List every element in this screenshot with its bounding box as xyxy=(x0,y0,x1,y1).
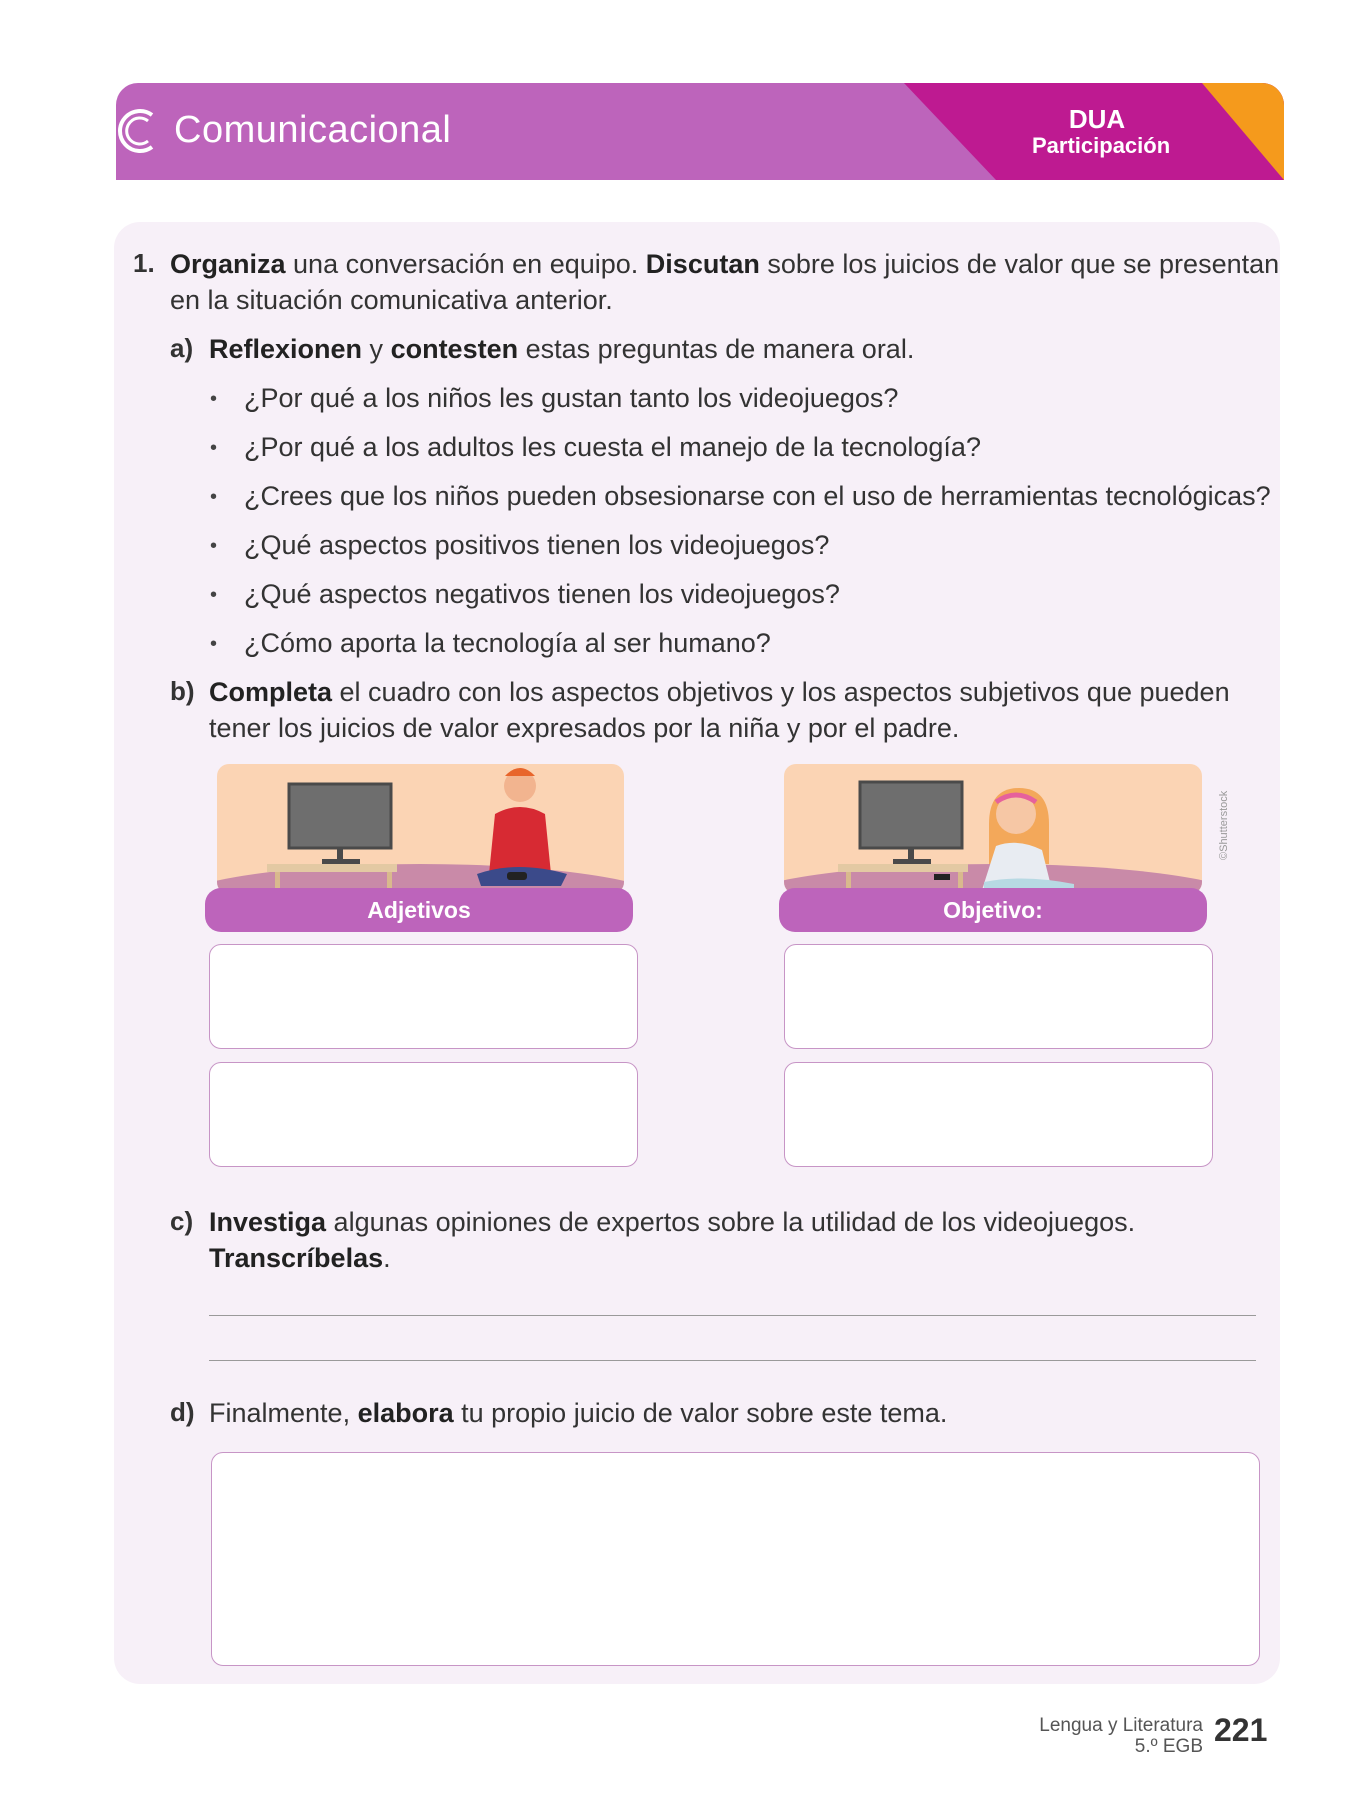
verb-completa: Completa xyxy=(209,677,333,707)
item-d-label: d) xyxy=(170,1397,195,1427)
verb-investiga: Investiga xyxy=(209,1207,327,1237)
bullet-icon: • xyxy=(210,535,218,557)
footer-grade: 5.º EGB xyxy=(1134,1736,1203,1757)
left-answer-box-2[interactable] xyxy=(209,1062,638,1167)
c-text2: . xyxy=(383,1243,391,1273)
a-text2: estas preguntas de manera oral. xyxy=(518,334,915,364)
item-a-instruction xyxy=(209,331,914,367)
activity-number: 1. xyxy=(133,248,155,278)
item-b-label: b) xyxy=(170,676,195,706)
left-column-tag: Adjetivos xyxy=(205,888,633,932)
verb-elabora: elabora xyxy=(357,1398,454,1428)
section-banner xyxy=(116,83,1284,180)
right-column-tag: Objetivo: xyxy=(779,888,1207,932)
bullet-icon: • xyxy=(210,388,218,410)
left-answer-box-1[interactable] xyxy=(209,944,638,1049)
activity-intro-line1 xyxy=(170,246,1279,282)
question-item: ¿Crees que los niños pueden obsesionarse con el uso de herramientas tecnológicas? xyxy=(244,481,1271,511)
item-a-label: a) xyxy=(170,333,194,363)
verb-contesten: contesten xyxy=(390,334,519,364)
dua-label xyxy=(1032,104,1171,159)
page-number: 221 xyxy=(1214,1712,1268,1748)
a-text1: y xyxy=(362,334,391,364)
intro-text2: sobre los juicios de valor que se presentan xyxy=(759,249,1280,279)
c-text1: algunas opiniones de expertos sobre la utilidad de los videojuegos. xyxy=(326,1207,1136,1237)
writing-line-2[interactable] xyxy=(209,1360,1256,1361)
question-item: ¿Qué aspectos negativos tienen los videojuegos? xyxy=(244,579,840,609)
item-d-instruction xyxy=(209,1395,947,1431)
question-item: ¿Por qué a los niños les gustan tanto los videojuegos? xyxy=(244,383,899,413)
verb-discutan: Discutan xyxy=(645,249,760,279)
bullet-icon: • xyxy=(210,486,218,508)
activity-intro-line2: en la situación comunicativa anterior. xyxy=(170,285,613,315)
section-title: Comunicacional xyxy=(174,109,452,151)
right-answer-box-2[interactable] xyxy=(784,1062,1213,1167)
comunicacional-logo-icon xyxy=(118,105,158,157)
opinion-answer-box[interactable] xyxy=(211,1452,1260,1666)
item-c-instruction-line2 xyxy=(209,1240,391,1276)
item-b-instruction-line1 xyxy=(209,674,1230,710)
question-item: ¿Qué aspectos positivos tienen los videojuegos? xyxy=(244,530,830,560)
item-b-instruction-line2: tener los juicios de valor expresados por la niña y por el padre. xyxy=(209,713,960,743)
verb-organiza: Organiza xyxy=(170,249,286,279)
b-text1: el cuadro con los aspectos objetivos y los aspectos subjetivos que pueden xyxy=(332,677,1230,707)
verb-transcribelas: Transcríbelas xyxy=(209,1243,384,1273)
d-text1: Finalmente, xyxy=(209,1398,358,1428)
dua-subtitle: Participación xyxy=(1032,133,1171,158)
image-credit: ©Shutterstock xyxy=(1218,790,1230,860)
footer-subject: Lengua y Literatura xyxy=(1039,1715,1203,1736)
d-text2: tu propio juicio de valor sobre este tema. xyxy=(453,1398,948,1428)
item-c-instruction-line1 xyxy=(209,1204,1135,1240)
bullet-icon: • xyxy=(210,437,218,459)
item-c-label: c) xyxy=(170,1206,194,1236)
question-item: ¿Por qué a los adultos les cuesta el manejo de la tecnología? xyxy=(244,432,981,462)
question-item: ¿Cómo aporta la tecnología al ser humano? xyxy=(244,628,771,658)
bullet-icon: • xyxy=(210,633,218,655)
intro-text1: una conversación en equipo. xyxy=(285,249,646,279)
dua-title: DUA xyxy=(1068,104,1126,134)
father-illustration xyxy=(217,764,624,894)
right-answer-box-1[interactable] xyxy=(784,944,1213,1049)
girl-illustration xyxy=(784,764,1202,894)
bullet-icon: • xyxy=(210,584,218,606)
writing-line-1[interactable] xyxy=(209,1315,1256,1316)
verb-reflexionen: Reflexionen xyxy=(209,334,363,364)
